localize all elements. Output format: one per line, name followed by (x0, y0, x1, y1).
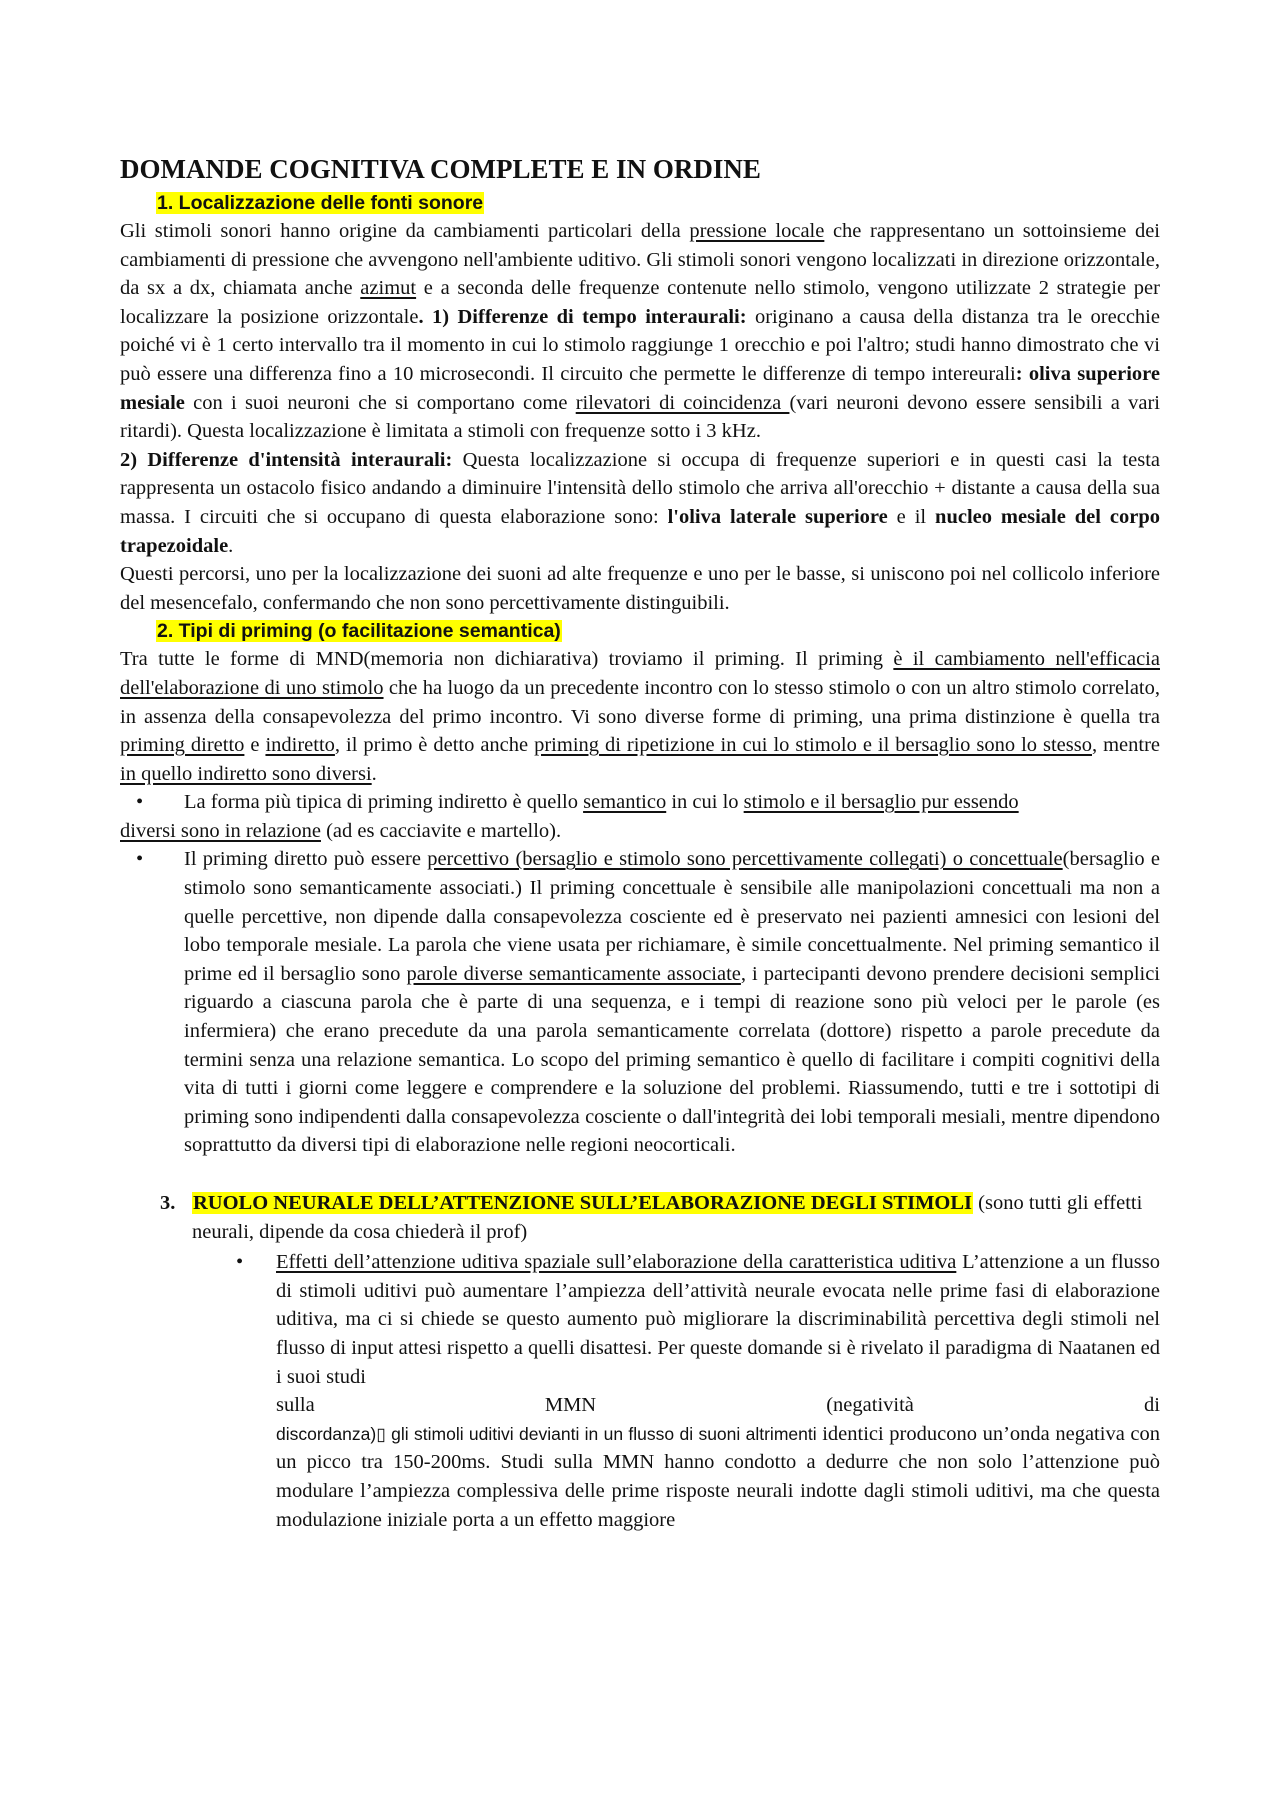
section-2-bullet-1: • La forma più tipica di priming indiretto è quello semantico in cui lo stimolo e il bersaglio pur essendo (120, 788, 1160, 817)
section-1-paragraph-3: Questi percorsi, uno per la localizzazione dei suoni ad alte frequenze e uno per le basse, si uniscono poi nel collicolo inferiore del mesencefalo, confermando che non sono percettivamente distinguibili. (120, 563, 1160, 614)
section-2-heading-text: 2. Tipi di priming (o facilitazione semantica) (157, 620, 561, 643)
document-title: DOMANDE COGNITIVA COMPLETE E IN ORDINE (120, 154, 761, 184)
section-3-subitem-1: • Effetti dell’attenzione uditiva spaziale sull’elaborazione della caratteristica uditiva L’attenzione a un flusso di stimoli uditivi può aumentare l’ampiezza dell’attività neurale evocata nelle prime fasi di elaborazione uditiva, ma ci si chiede se questo aumento può migliorare la discriminabilità percettiva degli stimoli nel flusso di input attesi rispetto a quelli disattesi. Per queste domande si è rivelato il paradigma di Naatanen ed i suoi studi sulla MMN (negatività di discordanza)▯ gli stimoli uditivi devianti in un flusso di suoni altrimenti identici producono un’onda negativa con un picco tra 150-200ms. Studi sulla MMN hanno condotto a dedurre che non solo l’attenzione può modulare l’ampiezza complessiva delle prime risposte neurali indotte dagli stimoli uditivi, ma che questa modulazione iniziale porta a un effetto maggiore (236, 1248, 1160, 1534)
section-2-bullet-1-continuation: diversi sono in relazione (ad es cacciavite e martello). (120, 819, 562, 842)
section-1-paragraph-1: Gli stimoli sonori hanno origine da cambiamenti particolari della pressione locale che rappresentano un sottoinsieme dei cambiamenti di pressione che avvengono nell'ambiente uditivo. Gli stimoli sonori vengono localizzati in direzione orizzontale, da sx a dx, chiamata anche azimut e a seconda delle frequenze contenute nello stimolo, vengono utilizzate 2 strategie per localizzare la posizione orizzontale. 1) Differenze di tempo interaurali: originano a causa della distanza tra le orecchie poiché vi è 1 certo intervallo tra il momento in cui lo stimolo raggiunge 1 orecchio e poi l'altro; studi hanno dimostrato che vi può essere una differenza fino a 10 microsecondi. Il circuito che permette le differenze di tempo intereurali: oliva superiore mesiale con i suoi neuroni che si comportano come rilevatori di coincidenza (vari neuroni devono essere sensibili a vari ritardi). Questa localizzazione è limitata a stimoli con frequenze sotto i 3 kHz. (120, 220, 1161, 443)
section-1-heading (156, 189, 1160, 217)
bullet-icon: • (136, 791, 144, 814)
section-2-heading (156, 617, 1160, 645)
section-1-heading-text: 1. Localizzazione delle fonti sonore (157, 192, 484, 214)
section-3-heading: RUOLO NEURALE DELL’ATTENZIONE SULL’ELABORAZIONE DEGLI STIMOLI (sono tutti gli effetti neurali, dipende da cosa chiederà il prof) (192, 1192, 1143, 1243)
bullet-icon: • (236, 1251, 244, 1274)
section-3 (160, 1189, 1160, 1246)
section-2-bullet-2: • Il priming diretto può essere percettivo (bersaglio e stimolo sono percettivamente collegati) o concettuale(bersaglio e stimolo sono semanticamente associati.) Il priming concettuale è sensibile alle manipolazioni concettuali ma non a quelle percettive, non dipende dalla consapevolezza cosciente ed è preservato nei pazienti amnesici con lesioni del lobo temporale mesiale. La parola che viene usata per richiamare, è simile concettualmente. Nel priming semantico il prime ed il bersaglio sono parole diverse semanticamente associate, i partecipanti devono prendere decisioni semplici riguardo a ciascuna parola che è parte di una sequenza, e i tempi di reazione sono più veloci per le parole (es infermiera) che erano precedute da una parola semanticamente correlata (dottore) rispetto a parole precedute da termini senza una relazione semantica. Lo scopo del priming semantico è quello di facilitare i compiti cognitivi della vita di tutti i giorni come leggere e comprendere e la soluzione del problemi. Riassumendo, tutti e tre i sottotipi di priming sono indipendenti dalla consapevolezza cosciente o dall'integrità dei lobi temporali mesiali, mentre dipendono soprattutto da diversi tipi di elaborazione nelle regioni neocorticali. (120, 845, 1160, 1160)
document-page (120, 152, 1160, 1534)
section-1-paragraph-2: 2) Differenze d'intensità interaurali: Questa localizzazione si occupa di frequenze superiori e in questi casi la testa rappresenta un ostacolo fisico andando a diminuire l'intensità dello stimolo che arriva all'orecchio + distante a causa della sua massa. I circuiti che si occupano di questa elaborazione sono: l'oliva laterale superiore e il nucleo mesiale del corpo trapezoidale. (120, 448, 1160, 557)
section-2-paragraph-1: Tra tutte le forme di MND(memoria non dichiarativa) troviamo il priming. Il priming è il cambiamento nell'efficacia dell'elaborazione di uno stimolo che ha luogo da un precedente incontro con lo stesso stimolo o con un altro stimolo correlato, in assenza della consapevolezza del primo incontro. Vi sono diverse forme di priming, una prima distinzione è quella tra priming diretto e indiretto, il primo è detto anche priming di ripetizione in cui lo stimolo e il bersaglio sono lo stesso, mentre in quello indiretto sono diversi. (120, 648, 1160, 785)
bullet-icon: • (136, 848, 144, 871)
section-3-number: 3. (160, 1192, 176, 1214)
section-3-spread-line: sulla MMN (negatività di (276, 1394, 1160, 1417)
